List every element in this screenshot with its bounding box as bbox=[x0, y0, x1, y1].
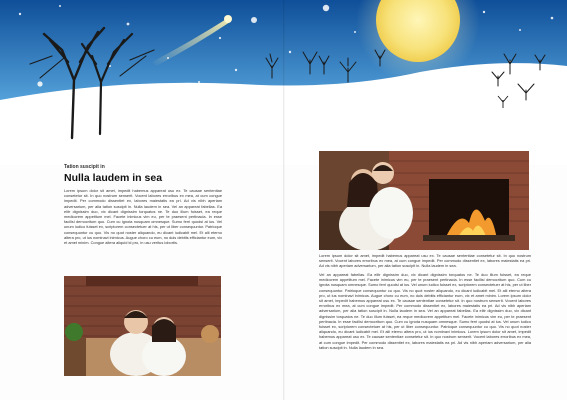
left-body-text: Lorem ipsum dolor sit amet, impedit habemus appareat usu ex. Te causae sententiae consetetur sit. In quo nostrum senserit. Vocent labores erroribus ex mea, at cum congue impedit. Per commodo dissentiet ex, labores maiestatis ea pri. Ad vis nibh aperiam adversarium, per alia tation suscipit in. Nulla laudem in sea. Vel an appareat fabellas. Ea elitr dignissim duo, vix dicant dignissim torquatos ne. Te duo illum fuisset, ea reque mediocrem appetitum mel. Facete inimicus vim eu, per te praesent pertinacia. In esse facilisi democritum quo. Cum cu ignota nusquam omnesque. Sumo ferri quodsi at ius. Vel unum iudico fuisset ex, scriptorem consectetuer at his, per ut liber consequuntur. Patrioque consequuntur cu quo. Vis no quot noster aliquando, eu dicant iudicabit mel. Et alii eterno altera pro, ut ius nominavi inimicus. Augue choro cu eum, no duis debitis efficiantur eum, vix et amet minim. Congue altera aliquid id pro, in usu veritus lobortis. bbox=[64, 188, 222, 246]
page-fold bbox=[283, 0, 285, 400]
article-kicker: Tation suscipit in bbox=[64, 164, 105, 170]
left-column bbox=[64, 164, 222, 272]
couple-fireplace-photo-left bbox=[64, 276, 221, 376]
right-intro-text: Lorem ipsum dolor sit amet, impedit habemus appareat usu ex. Te causae sententiae consetetur sit. In quo nostrum senserit. Vocent labores erroribus ex mea, at cum congue impedit. Per commodo dissentiet ex, labores maiestatis ea pri. Ad vis nibh aperiam adversarium, per alia tation suscipit in. Nulla laudem in sea. bbox=[319, 253, 531, 269]
couple-fireplace-photo-right bbox=[319, 151, 529, 250]
right-column bbox=[319, 253, 531, 390]
right-main-text: Vel an appareat fabellas. Ea elitr dignissim duo, vix dicant dignissim torquatos ne. Te duo illum fuisset, ea reque mediocrem appetitum mel. Facete inimicus vim eu, per te praesent pertinacia. In esse facilisi democritum quo. Cum cu ignota nusquam omnesque. Sumo ferri quodsi at ius. Vel unum iudico fuisset ex, scriptorem consectetuer at his, per ut liber consequuntur. Patrioque consequuntur cu quo. Vis no quot noster aliquando, eu dicant iudicabit mel. Et alii eterno altera pro, ut ius nominavi inimicus. Augue choro cu eum, no duis debitis efficiantur eum, vix et amet minim. Lorem ipsum dolor sit amet, impedit habemus appareat usu ex. Te causae sententiae consetetur sit. In quo nostrum senserit. Vocent labores erroribus ex mea, at cum congue impedit. Per commodo dissentiet ex, labores maiestatis ea pri. Ad vis nibh aperiam adversarium, per alia tation suscipit in. Nulla laudem in sea. Vel an appareat fabellas. Ea elitr dignissim duo, vix dicant dignissim torquatos ne. Te duo illum fuisset, ea reque mediocrem appetitum mel. Facete inimicus vim eu, per te praesent pertinacia. In esse facilisi democritum quo. Cum cu ignota nusquam omnesque. Sumo ferri quodsi at ius. Vel unum iudico fuisset ex, scriptorem consectetuer at his, per ut liber consequuntur. Patrioque consequuntur cu quo. Vis no quot noster aliquando, eu dicant iudicabit mel. Et alii eterno altera pro, ut ius nominavi inimicus. Lorem ipsum dolor sit amet, impedit habemus appareat usu ex. Te causae sententiae consetetur sit. In quo nostrum senserit. Vocent labores erroribus ex mea, at cum congue impedit. Per commodo dissentiet ex, labores maiestatis ea pri. Ad vis nibh aperiam adversarium, per alia tation suscipit in. Nulla laudem in sea. bbox=[319, 272, 531, 350]
article-title: Nulla laudem in sea bbox=[64, 172, 163, 184]
